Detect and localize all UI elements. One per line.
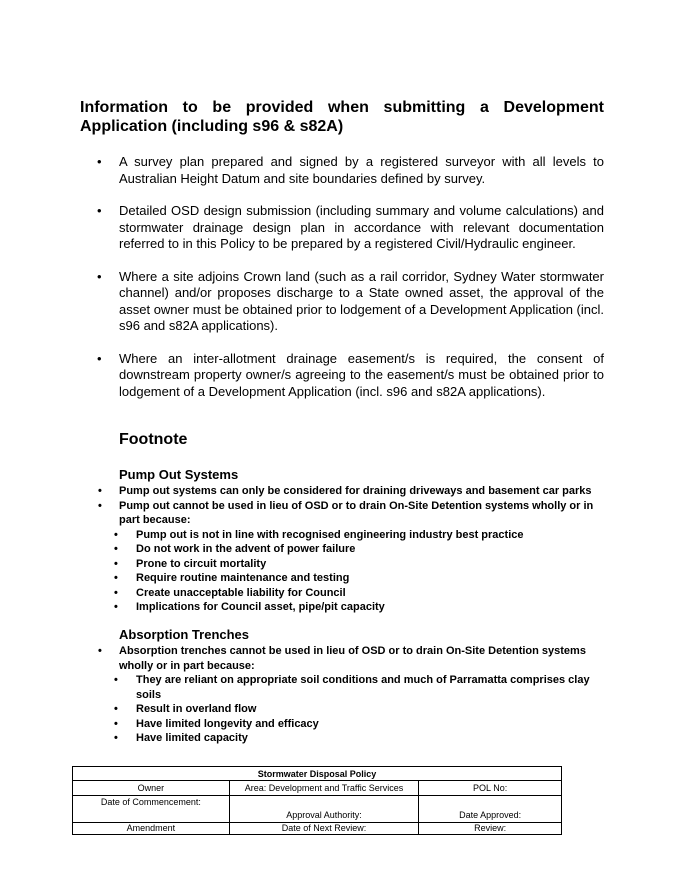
heading-line-1: Information to be provided when submitting a Development xyxy=(80,99,604,116)
absorption-reasons xyxy=(96,673,606,746)
list-item-text: Absorption trenches cannot be used in lieu of OSD or to drain On-Site Detention systems wholly or in part because: xyxy=(119,645,586,672)
requirement-text: Where an inter-allotment drainage easement/s is required, the consent of downstream property owner/s agreeing to the easement/s must be obtained prior to lodgement of a Development Application (incl. s96 and s82A applications). xyxy=(119,350,604,399)
bullet-icon: • xyxy=(97,268,102,284)
heading-line-2: Application (including s96 & s82A) xyxy=(80,118,344,135)
reason-text: Have limited capacity xyxy=(136,732,248,744)
table-row xyxy=(73,823,562,835)
bullet-icon: • xyxy=(114,717,118,730)
date-commencement-cell: Date of Commencement: xyxy=(73,796,230,823)
bullet-icon: • xyxy=(97,203,102,218)
area-cell: Area: Development and Traffic Services xyxy=(229,781,419,796)
pump-out-list xyxy=(96,484,606,615)
bullet-icon: • xyxy=(114,703,118,715)
bullet-icon: • xyxy=(114,732,118,744)
reason-text: Pump out is not in line with recognised engineering industry best practice xyxy=(136,528,524,541)
requirement-text: Detailed OSD design submission (including summary and volume calculations) and stormwater drainage design plan in accordance with relevant documentation referred to in this Policy to be prepared by a registered Civil/Hydraulic engineer. xyxy=(119,203,604,251)
pol-no-cell: POL No: xyxy=(419,781,562,796)
requirements-list xyxy=(96,154,604,416)
reason-text: Prone to circuit mortality xyxy=(136,557,267,570)
reason-text: Have limited longevity and efficacy xyxy=(136,717,319,730)
table-row xyxy=(73,767,562,781)
amendment-cell: Amendment xyxy=(73,823,230,835)
reason-text: Result in overland flow xyxy=(136,703,257,715)
date-next-review-cell: Date of Next Review: xyxy=(229,823,419,835)
reason-item xyxy=(96,717,606,732)
list-item xyxy=(96,499,606,615)
requirement-item xyxy=(96,351,604,401)
date-approved-cell: Date Approved: xyxy=(419,796,562,823)
list-item xyxy=(96,484,606,499)
bullet-icon: • xyxy=(114,572,118,584)
bullet-icon: • xyxy=(114,543,118,555)
approval-authority-cell: Approval Authority: xyxy=(229,796,419,823)
requirement-text: A survey plan prepared and signed by a registered surveyor with all levels to Australian Height Datum and site boundaries defined by survey. xyxy=(119,154,604,186)
reason-item xyxy=(96,600,606,615)
bullet-icon: • xyxy=(98,499,102,512)
owner-cell: Owner xyxy=(73,781,230,796)
requirement-item xyxy=(96,203,604,253)
reason-item xyxy=(96,731,606,746)
policy-title: Stormwater Disposal Policy xyxy=(73,767,562,781)
absorption-list xyxy=(96,644,606,746)
pump-out-title: Pump Out Systems xyxy=(119,467,239,482)
reason-text: Implications for Council asset, pipe/pit capacity xyxy=(136,601,385,613)
bullet-icon: • xyxy=(98,485,102,497)
bullet-icon: • xyxy=(97,350,102,366)
list-item xyxy=(96,644,606,746)
bullet-icon: • xyxy=(114,557,118,570)
review-cell: Review: xyxy=(419,823,562,835)
bullet-icon: • xyxy=(114,586,118,599)
requirement-item xyxy=(96,154,604,187)
reason-item xyxy=(96,571,606,586)
reason-text: They are reliant on appropriate soil conditions and much of Parramatta comprises clay soils xyxy=(136,674,590,701)
reason-item xyxy=(96,702,606,717)
bullet-icon: • xyxy=(97,154,102,169)
pump-out-reasons xyxy=(96,528,606,615)
table-row xyxy=(73,796,562,823)
reason-item xyxy=(96,673,606,702)
requirement-item xyxy=(96,269,604,335)
list-item-text: Pump out cannot be used in lieu of OSD or to drain On-Site Detention systems wholly or in part because: xyxy=(119,499,594,526)
bullet-icon: • xyxy=(114,674,118,686)
reason-item xyxy=(96,557,606,572)
section-heading xyxy=(80,98,604,136)
bullet-icon: • xyxy=(114,528,118,541)
reason-text: Require routine maintenance and testing xyxy=(136,572,350,584)
list-item-text: Pump out systems can only be considered for draining driveways and basement car parks xyxy=(119,485,592,497)
reason-item xyxy=(96,586,606,601)
requirement-text: Where a site adjoins Crown land (such as a rail corridor, Sydney Water stormwater channel) and/or proposes discharge to a State owned asset, the approval of the asset owner must be obtained prior to lodgement of a Development Application (incl. s96 and s82A applications). xyxy=(119,268,604,333)
footnote-title: Footnote xyxy=(119,431,188,448)
reason-item xyxy=(96,542,606,557)
absorption-title: Absorption Trenches xyxy=(119,627,250,642)
reason-text: Create unacceptable liability for Council xyxy=(136,586,346,599)
bullet-icon: • xyxy=(98,645,102,657)
reason-item xyxy=(96,528,606,543)
reason-text: Do not work in the advent of power failure xyxy=(136,543,356,555)
policy-info-table xyxy=(72,766,562,835)
table-row xyxy=(73,781,562,796)
bullet-icon: • xyxy=(114,601,118,613)
